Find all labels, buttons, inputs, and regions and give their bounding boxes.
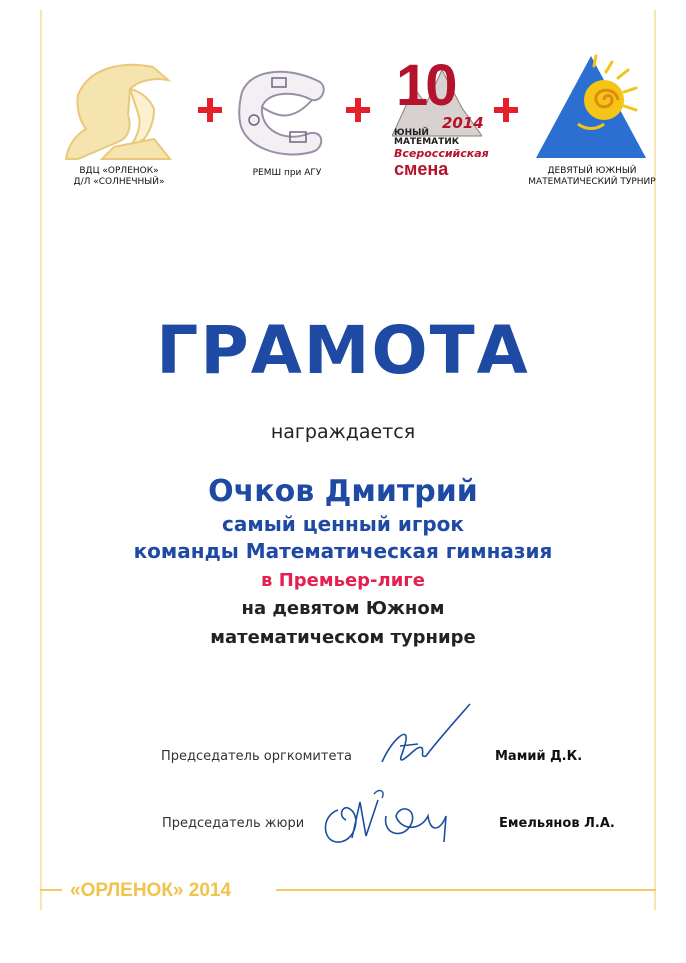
tournament-line: математическом турнире xyxy=(210,627,476,648)
signature-drawing xyxy=(316,786,466,856)
border-bottom-right xyxy=(276,889,656,891)
anniversary-line: Всероссийская xyxy=(394,147,489,160)
awarded-text: награждается xyxy=(270,421,416,443)
signature-role: Председатель жюри xyxy=(162,816,305,831)
signature-role: Председатель оргкомитета xyxy=(161,749,352,764)
certificate-title: ГРАМОТА xyxy=(156,312,530,389)
anniversary-line: смена xyxy=(394,159,449,179)
logo-caption-orlenok xyxy=(64,166,174,188)
anniversary-line: МАТЕМАТИК xyxy=(394,137,460,147)
footer-brand: «ОРЛЕНОК» 2014 xyxy=(62,880,239,902)
plus-icon xyxy=(494,98,518,122)
sun-triangle-logo xyxy=(532,52,650,162)
plus-icon xyxy=(346,98,370,122)
award-line: самый ценный игрок xyxy=(222,512,464,536)
anniversary-10-logo xyxy=(392,53,489,183)
logo-caption-line: ВДЦ «ОРЛЕНОК» xyxy=(79,166,159,176)
signer-name: Мамий Д.К. xyxy=(495,749,583,764)
logo-caption-tournament xyxy=(522,166,662,188)
logo-caption-line: Д/Л «СОЛНЕЧНЫЙ» xyxy=(73,177,165,187)
logo-caption-line: РЕМШ при АГУ xyxy=(252,168,322,178)
plus-icon xyxy=(198,98,222,122)
signature-drawing xyxy=(378,700,474,770)
anniversary-year: 2014 xyxy=(442,114,484,132)
logo-caption-line: ДЕВЯТЫЙ ЮЖНЫЙ xyxy=(547,166,637,176)
mobius-strip-logo xyxy=(232,62,332,160)
anniversary-line: ЮНЫЙ xyxy=(394,128,429,138)
signer-name: Емельянов Л.А. xyxy=(499,816,615,831)
pioneer-girl-logo xyxy=(58,55,186,163)
tournament-line: на девятом Южном xyxy=(241,598,445,619)
league-line: в Премьер-лиге xyxy=(261,570,425,591)
logo-caption-line: МАТЕМАТИЧЕСКИЙ ТУРНИР xyxy=(528,177,656,187)
anniversary-number: 10 xyxy=(396,53,455,118)
logo-caption-remsh xyxy=(242,168,332,179)
award-line: команды Математическая гимназия xyxy=(133,539,553,563)
recipient-name: Очков Дмитрий xyxy=(208,474,478,509)
